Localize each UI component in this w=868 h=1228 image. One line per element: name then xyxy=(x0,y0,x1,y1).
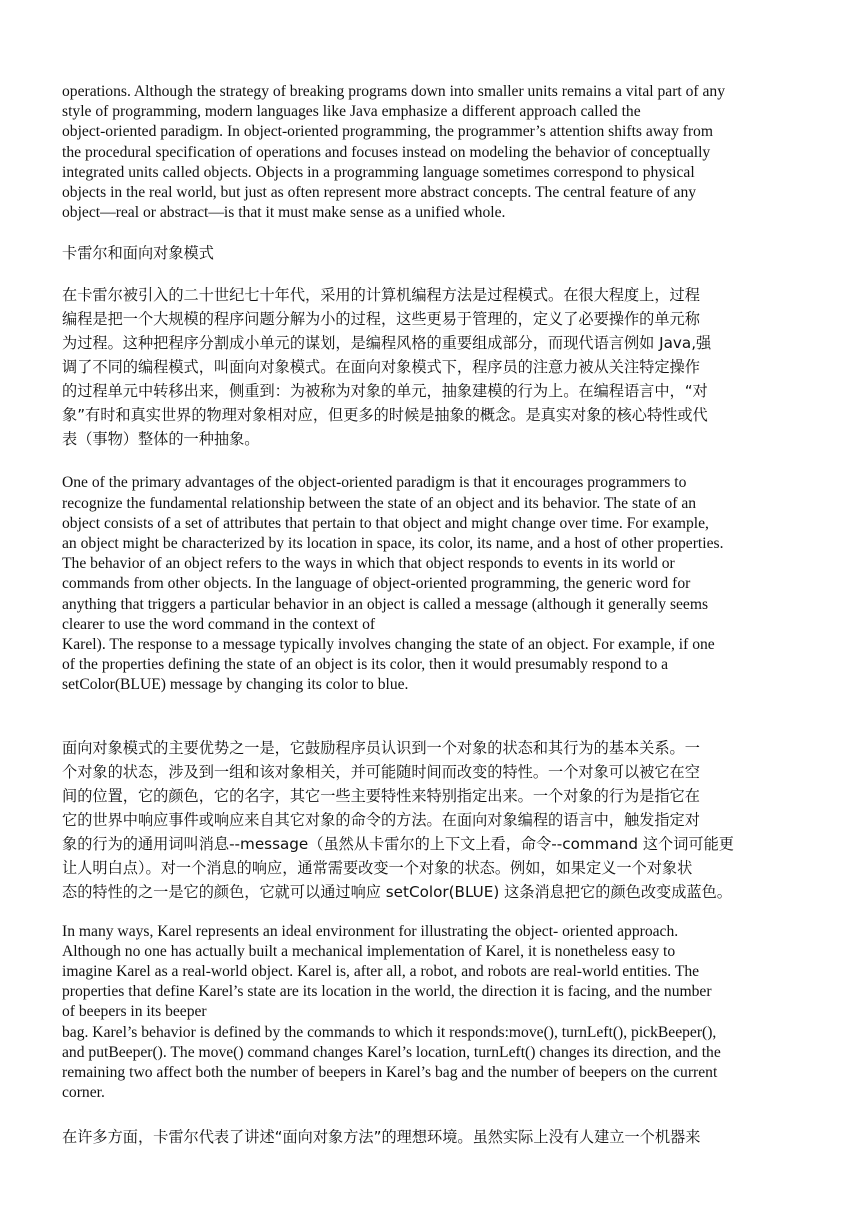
text-line: 象”有时和真实世界的物理对象相对应，但更多的时候是抽象的概念。是真实对象的核心特性或代 xyxy=(62,406,708,425)
text-line: 调了不同的编程模式，叫面向对象模式。在面向对象模式下，程序员的注意力被从关注特定操作 xyxy=(62,358,700,377)
text-line: 态的特性的之一是它的颜色，它就可以通过响应 setColor(BLUE) 这条消息把它的颜色改变成蓝色。 xyxy=(62,882,732,901)
paragraph-zh-3 xyxy=(62,1125,808,1149)
text-line: The behavior of an object refers to the ways in which that object responds to events in its world or xyxy=(62,555,675,573)
text-line: remaining two affect both the number of beepers in Karel’s bag and the number of beepers on the current xyxy=(62,1064,718,1082)
text-line: and putBeeper(). The move() command changes Karel’s location, turnLeft() changes its direction, and the xyxy=(62,1043,721,1061)
text-line: 在卡雷尔被引入的二十世纪七十年代，采用的计算机编程方法是过程模式。在很大程度上，过程 xyxy=(62,286,700,305)
text-line: 为过程。这种把程序分割成小单元的谋划，是编程风格的重要组成部分，而现代语言例如 Java,强 xyxy=(62,334,712,353)
text-line: objects in the real world, but just as often represent more abstract concepts. The central feature of any xyxy=(62,184,697,202)
text-line: 在许多方面，卡雷尔代表了讲述“面向对象方法”的理想环境。虽然实际上没有人建立一个机器来 xyxy=(62,1128,701,1147)
text-line: operations. Although the strategy of breaking programs down into smaller units remains a vital part of any xyxy=(62,83,726,100)
text-line: of the properties defining the state of an object is its color, then it would presumably respond to a xyxy=(62,656,669,674)
text-line: Karel). The response to a message typically involves changing the state of an object. For example, if one xyxy=(62,636,715,654)
text-line: corner. xyxy=(62,1084,105,1102)
text-line: style of programming, modern languages like Java emphasize a different approach called the xyxy=(62,103,641,121)
text-line: In many ways, Karel represents an ideal environment for illustrating the object- oriented approach. xyxy=(62,922,679,940)
text-line: recognize the fundamental relationship between the state of an object and its behavior. The state of an xyxy=(62,494,697,512)
text-line: integrated units called objects. Objects in a programming language sometimes correspond to physical xyxy=(62,163,695,181)
text-line: 的过程单元中转移出来，侧重到：为被称为对象的单元，抽象建模的行为上。在编程语言中，“对 xyxy=(62,382,708,401)
text-line: 它的世界中响应事件或响应来自其它对象的命令的方法。在面向对象编程的语言中，触发指定对 xyxy=(62,810,700,829)
paragraph-en-3 xyxy=(62,922,808,1104)
text-line: the procedural specification of operations and focuses instead on modeling the behavior of conceptually xyxy=(62,143,711,161)
text-line: 面向对象模式的主要优势之一是，它鼓励程序员认识到一个对象的状态和其行为的基本关系。一 xyxy=(62,738,700,757)
text-line: 象的行为的通用词叫消息--message（虽然从卡雷尔的上下文上看，命令--command 这个词可能更 xyxy=(62,834,734,853)
document-page xyxy=(62,82,808,1149)
paragraph-zh-2 xyxy=(62,736,808,904)
text-line: bag. Karel’s behavior is defined by the commands to which it responds:move(), turnLeft(), pickBeeper(), xyxy=(62,1023,717,1041)
text-line: of beepers in its beeper xyxy=(62,1003,207,1021)
text-line: anything that triggers a particular behavior in an object is called a message (although it generally seems xyxy=(62,595,709,613)
text-line: object-oriented paradigm. In object-oriented programming, the programmer’s attention shifts away from xyxy=(62,123,713,141)
text-line: object—real or abstract—is that it must make sense as a unified whole. xyxy=(62,204,506,222)
text-line: Although no one has actually built a mechanical implementation of Karel, it is nonetheless easy to xyxy=(62,942,676,960)
text-line: 表（事物）整体的一种抽象。 xyxy=(62,430,260,449)
paragraph-en-2 xyxy=(62,473,808,695)
text-line: 编程是把一个大规模的程序问题分解为小的过程，这些更易于管理的，定义了必要操作的单元称 xyxy=(62,310,700,329)
text-line: 间的位置，它的颜色，它的名字，其它一些主要特性来特别指定出来。一个对象的行为是指它在 xyxy=(62,786,700,805)
text-line: commands from other objects. In the language of object-oriented programming, the generic word for xyxy=(62,575,691,593)
text-line: 让人明白点）。对一个消息的响应，通常需要改变一个对象的状态。例如，如果定义一个对象状 xyxy=(62,858,693,877)
text-line: One of the primary advantages of the object-oriented paradigm is that it encourages programmers to xyxy=(62,474,687,492)
text-line: object consists of a set of attributes that pertain to that object and might change over time. For example, xyxy=(62,514,709,532)
section-heading: 卡雷尔和面向对象模式 xyxy=(62,244,214,263)
text-line: setColor(BLUE) message by changing its color to blue. xyxy=(62,676,409,694)
text-line: an object might be characterized by its location in space, its color, its name, and a host of other properties. xyxy=(62,535,724,553)
paragraph-zh-1 xyxy=(62,283,808,451)
text-line: imagine Karel as a real-world object. Karel is, after all, a robot, and robots are real-world entities. The xyxy=(62,963,700,981)
text-line: 个对象的状态，涉及到一组和该对象相关，并可能随时间而改变的特性。一个对象可以被它在空 xyxy=(62,762,700,781)
paragraph-en-1 xyxy=(62,82,808,223)
text-line: properties that define Karel’s state are its location in the world, the direction it is facing, and the number xyxy=(62,983,712,1001)
text-line: clearer to use the word command in the context of xyxy=(62,615,376,633)
